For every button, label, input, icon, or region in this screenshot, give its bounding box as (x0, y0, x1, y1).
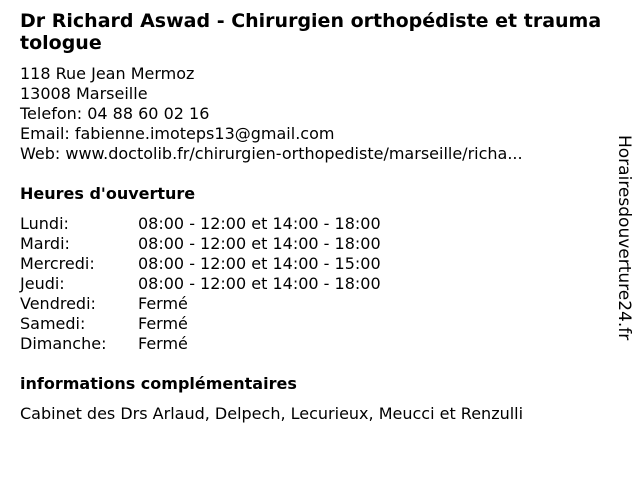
day-hours: 08:00 - 12:00 et 14:00 - 18:00 (138, 234, 381, 253)
day-label: Mercredi: (20, 254, 95, 273)
hours-row-saturday (20, 314, 381, 334)
day-label: Jeudi: (20, 274, 65, 293)
day-hours: 08:00 - 12:00 et 14:00 - 18:00 (138, 214, 381, 233)
hours-row-friday (20, 294, 381, 314)
additional-info-heading: informations complémentaires (20, 374, 297, 393)
day-hours: 08:00 - 12:00 et 14:00 - 15:00 (138, 254, 381, 273)
page-title: Dr Richard Aswad - Chirurgien orthopédiste et traumatologue (20, 10, 602, 54)
hours-row-monday (20, 214, 381, 234)
website-link[interactable]: Web: www.doctolib.fr/chirurgien-orthopediste/marseille/richa... (20, 144, 523, 163)
day-hours: Fermé (138, 314, 188, 333)
contact-block (20, 64, 523, 164)
site-watermark (610, 135, 640, 371)
street-address: 118 Rue Jean Mermoz (20, 64, 195, 83)
day-label: Mardi: (20, 234, 70, 253)
day-label: Vendredi: (20, 294, 96, 313)
phone-number[interactable]: Telefon: 04 88 60 02 16 (20, 104, 210, 123)
day-hours: Fermé (138, 334, 188, 353)
city-postcode: 13008 Marseille (20, 84, 148, 103)
day-label: Lundi: (20, 214, 69, 233)
hours-row-tuesday (20, 234, 381, 254)
email-address[interactable]: Email: fabienne.imoteps13@gmail.com (20, 124, 335, 143)
hours-row-sunday (20, 334, 381, 354)
hours-row-thursday (20, 274, 381, 294)
opening-hours-table (20, 214, 381, 354)
day-hours: Fermé (138, 294, 188, 313)
day-hours: 08:00 - 12:00 et 14:00 - 18:00 (138, 274, 381, 293)
additional-info-text: Cabinet des Drs Arlaud, Delpech, Lecurieux, Meucci et Renzulli (20, 404, 524, 423)
day-label: Samedi: (20, 314, 86, 333)
day-label: Dimanche: (20, 334, 107, 353)
hours-row-wednesday (20, 254, 381, 274)
hours-heading: Heures d'ouverture (20, 184, 196, 203)
site-watermark-text: Horairesdouverture24.fr (614, 135, 634, 341)
